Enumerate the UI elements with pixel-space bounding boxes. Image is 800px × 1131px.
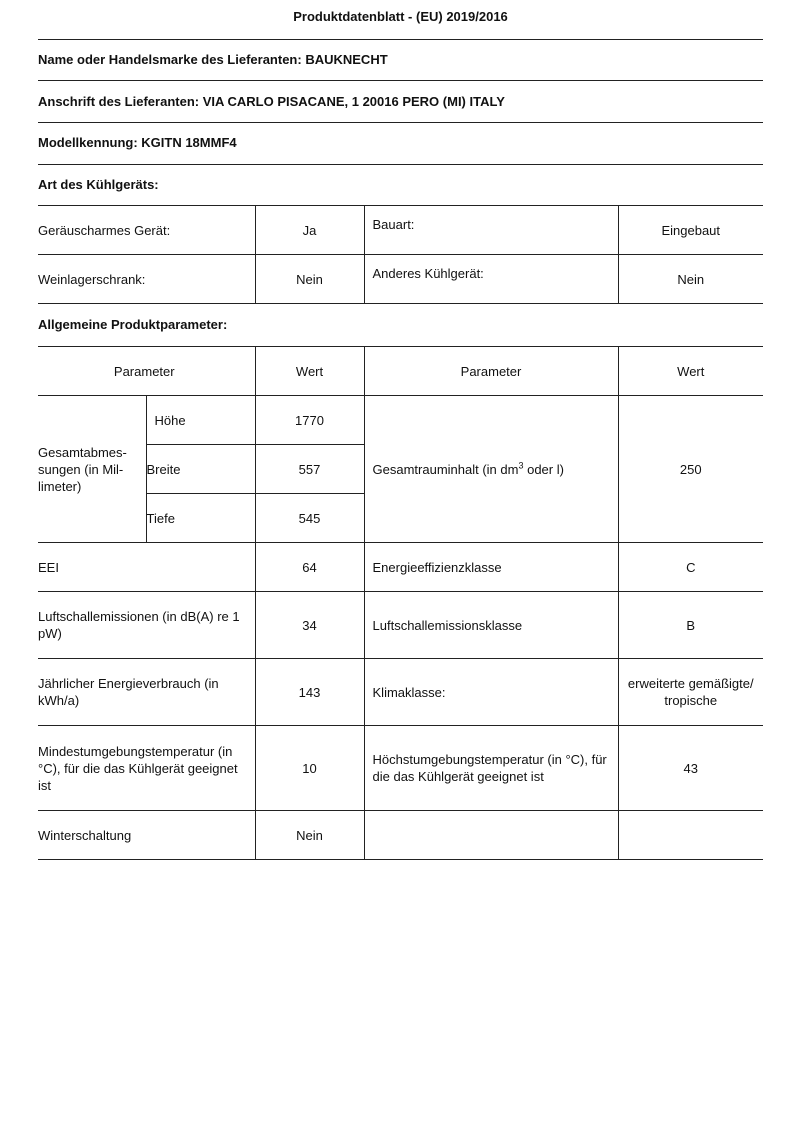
general-parameters-table <box>38 346 763 860</box>
table-row <box>38 543 763 592</box>
height-label: Höhe <box>146 396 255 445</box>
low-noise-label: Geräuscharmes Gerät: <box>38 206 255 255</box>
supplier-address: Anschrift des Lieferanten: VIA CARLO PISACANE, 1 20016 PERO (MI) ITALY <box>38 94 505 109</box>
climate-class-value: erweiterte gemäßigte/ tropische <box>618 659 763 726</box>
max-temperature-label: Höchstumgebungstemperatur (in °C), für die das Kühlgerät geeignet ist <box>364 726 618 811</box>
winter-setting-value: Nein <box>255 811 364 860</box>
max-temperature-value: 43 <box>618 726 763 811</box>
height-value: 1770 <box>255 396 364 445</box>
noise-class-value: B <box>618 592 763 659</box>
table-header-row <box>38 347 763 396</box>
table-row <box>38 726 763 811</box>
table-row <box>38 592 763 659</box>
general-parameters-heading: Allgemeine Produktparameter: <box>38 317 228 332</box>
table-row <box>38 659 763 726</box>
climate-class-label: Klimaklasse: <box>364 659 618 726</box>
empty-cell <box>364 811 618 860</box>
document-title: Produktdatenblatt - (EU) 2019/2016 <box>293 9 508 24</box>
low-noise-value: Ja <box>255 206 364 255</box>
empty-cell <box>618 811 763 860</box>
total-volume-label: Gesamtrauminhalt (in $dm^3$ oder l) <box>364 396 618 543</box>
table-row <box>38 206 763 255</box>
header-parameter-right: Parameter <box>364 347 618 396</box>
divider <box>38 122 763 123</box>
header-value-right: Wert <box>618 347 763 396</box>
appliance-type-heading: Art des Kühlgeräts: <box>38 177 159 192</box>
other-appliance-value: Nein <box>618 255 763 304</box>
eei-label: EEI <box>38 543 255 592</box>
eei-value: 64 <box>255 543 364 592</box>
annual-energy-value: 143 <box>255 659 364 726</box>
other-appliance-label: Anderes Kühlgerät: <box>364 255 618 304</box>
annual-energy-label: Jährlicher Energieverbrauch (in kWh/a) <box>38 659 255 726</box>
winter-setting-label: Winterschaltung <box>38 811 255 860</box>
wine-storage-value: Nein <box>255 255 364 304</box>
width-label: Breite <box>146 445 255 494</box>
divider <box>38 80 763 81</box>
divider <box>38 39 763 40</box>
depth-value: 545 <box>255 494 364 543</box>
min-temperature-value: 10 <box>255 726 364 811</box>
table-row <box>38 396 763 445</box>
noise-class-label: Luftschallemissionsklasse <box>364 592 618 659</box>
model-identifier: Modellkennung: KGITN 18MMF4 <box>38 135 237 150</box>
design-type-value: Eingebaut <box>618 206 763 255</box>
dimensions-label: Gesamtabmes-sungen (in Mil-limeter) <box>38 396 146 543</box>
noise-emission-value: 34 <box>255 592 364 659</box>
table-row <box>38 811 763 860</box>
width-value: 557 <box>255 445 364 494</box>
header-parameter: Parameter <box>38 347 255 396</box>
depth-label: Tiefe <box>146 494 255 543</box>
total-volume-value: 250 <box>618 396 763 543</box>
energy-class-value: C <box>618 543 763 592</box>
header-value: Wert <box>255 347 364 396</box>
noise-emission-label: Luftschallemissionen (in dB(A) re 1 pW) <box>38 592 255 659</box>
wine-storage-label: Weinlagerschrank: <box>38 255 255 304</box>
design-type-label: Bauart: <box>364 206 618 255</box>
supplier-name: Name oder Handelsmarke des Lieferanten: BAUKNECHT <box>38 52 388 67</box>
energy-class-label: Energieeffizienzklasse <box>364 543 618 592</box>
min-temperature-label: Mindestumgebungstemperatur (in °C), für die das Kühlgerät geeignet ist <box>38 726 255 811</box>
divider <box>38 164 763 165</box>
table-row <box>38 255 763 304</box>
appliance-type-table <box>38 205 763 304</box>
